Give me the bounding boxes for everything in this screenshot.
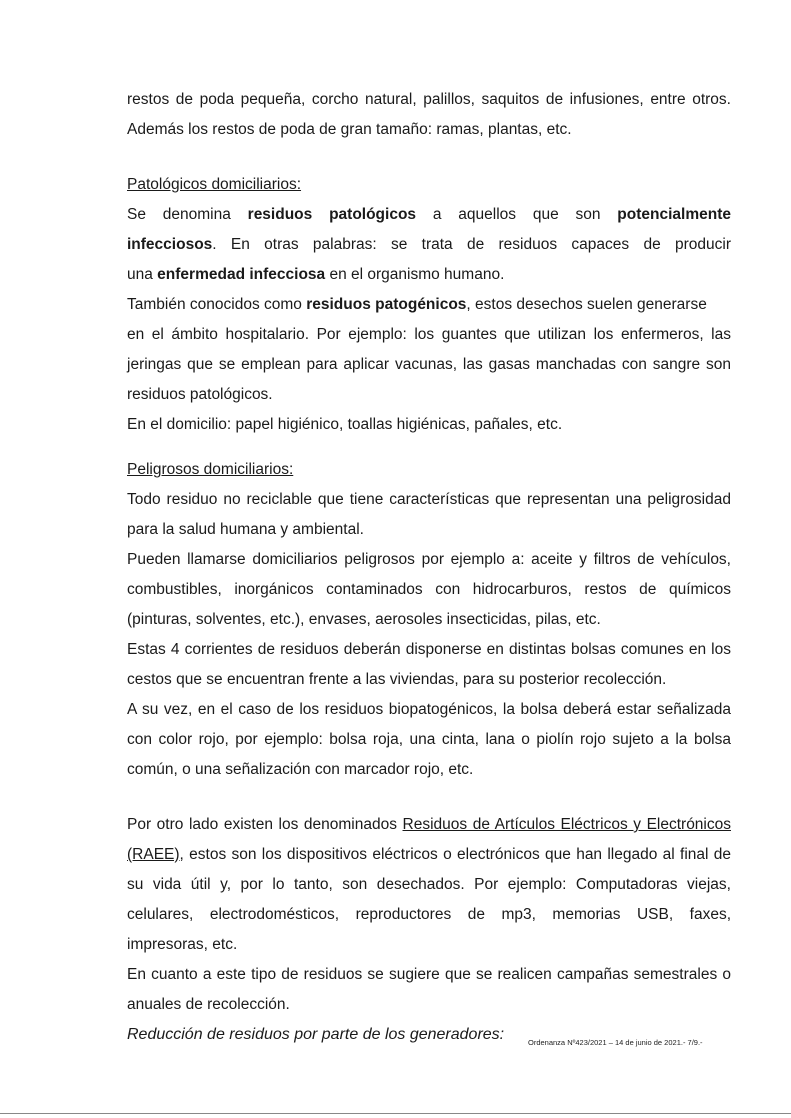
text-line: (RAEE), estos son los dispositivos eléctricos o electrónicos que han llegado al final de (127, 846, 731, 863)
text-line: También conocidos como residuos patogénicos, estos desechos suelen generarse (127, 296, 707, 313)
text-line: (pinturas, solventes, etc.), envases, aerosoles insecticidas, pilas, etc. (127, 611, 601, 628)
text-line: común, o una señalización con marcador rojo, etc. (127, 761, 474, 778)
text-line: A su vez, en el caso de los residuos biopatogénicos, la bolsa deberá estar señalizada (127, 701, 731, 718)
text-line: cestos que se encuentran frente a las viviendas, para su posterior recolección. (127, 671, 667, 688)
intro-paragraph (127, 85, 731, 145)
text-line: para la salud humana y ambiental. (127, 521, 364, 538)
text-line: impresoras, etc. (127, 936, 238, 953)
text-line: En cuanto a este tipo de residuos se sugiere que se realicen campañas semestrales o (127, 966, 731, 983)
text-line: Estas 4 corrientes de residuos deberán disponerse en distintas bolsas comunes en los (127, 641, 731, 658)
page-footer: Ordenanza Nº423/2021 – 14 de junio de 2021.- 7/9.- (528, 1038, 703, 1047)
text-line: Se denomina residuos patológicos a aquellos que son potencialmente (127, 206, 731, 223)
section-heading-pathological: Patológicos domiciliarios: (127, 176, 302, 193)
page-edge-divider (0, 1113, 791, 1114)
reduction-heading: Reducción de residuos por parte de los generadores: (127, 1026, 505, 1043)
text-line: Todo residuo no reciclable que tiene características que representan una peligrosidad (127, 491, 731, 508)
text-line: En el domicilio: papel higiénico, toallas higiénicas, pañales, etc. (127, 416, 563, 433)
text-line: infecciosos. En otras palabras: se trata de residuos capaces de producir (127, 236, 731, 253)
pathological-section (127, 170, 731, 440)
section-heading-hazardous: Peligrosos domiciliarios: (127, 461, 294, 478)
text-line: con color rojo, por ejemplo: bolsa roja, una cinta, lana o piolín rojo sujeto a la bolsa (127, 731, 731, 748)
text-line: una enfermedad infecciosa en el organismo humano. (127, 266, 505, 283)
raee-section (127, 810, 731, 1050)
text-line: Pueden llamarse domiciliarios peligrosos por ejemplo a: aceite y filtros de vehículos, (127, 551, 731, 568)
text-line: celulares, electrodomésticos, reproductores de mp3, memorias USB, faxes, (127, 906, 731, 923)
text-line: en el ámbito hospitalario. Por ejemplo: los guantes que utilizan los enfermeros, las (127, 326, 731, 343)
text-line: Por otro lado existen los denominados Residuos de Artículos Eléctricos y Electrónicos (127, 816, 731, 833)
text-line: restos de poda pequeña, corcho natural, palillos, saquitos de infusiones, entre otros. (127, 91, 731, 108)
text-line: su vida útil y, por lo tanto, son desechados. Por ejemplo: Computadoras viejas, (127, 876, 731, 893)
text-line: jeringas que se emplean para aplicar vacunas, las gasas manchadas con sangre son (127, 356, 731, 373)
text-line: Además los restos de poda de gran tamaño: ramas, plantas, etc. (127, 121, 572, 138)
text-line: residuos patológicos. (127, 386, 273, 403)
text-line: anuales de recolección. (127, 996, 290, 1013)
text-line: combustibles, inorgánicos contaminados con hidrocarburos, restos de químicos (127, 581, 731, 598)
hazardous-section (127, 455, 731, 785)
